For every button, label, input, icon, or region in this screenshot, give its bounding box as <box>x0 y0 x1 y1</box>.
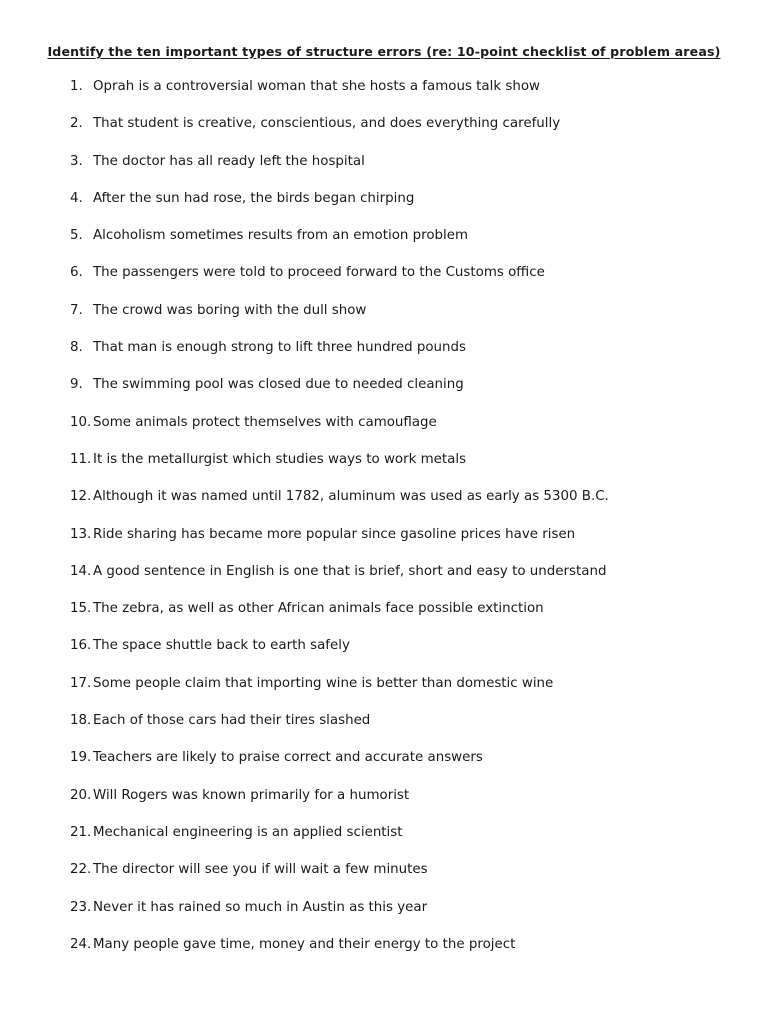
item-number: 13. <box>70 526 92 542</box>
item-number: 19. <box>70 750 92 766</box>
list-item <box>0 451 768 488</box>
list-item <box>0 712 768 749</box>
list-item <box>0 936 768 973</box>
item-number: 8. <box>70 340 83 356</box>
list-item <box>0 675 768 712</box>
item-number: 14. <box>70 563 92 579</box>
list-item <box>0 526 768 563</box>
item-sentence: Ride sharing has became more popular since gasoline prices have risen <box>93 526 576 542</box>
list-item <box>0 339 768 376</box>
list-item <box>0 190 768 227</box>
item-sentence: A good sentence in English is one that is brief, short and easy to understand <box>93 563 607 579</box>
item-sentence: The swimming pool was closed due to needed cleaning <box>93 377 464 393</box>
list-item <box>0 787 768 824</box>
item-sentence: Each of those cars had their tires slashed <box>93 713 371 729</box>
item-sentence: Mechanical engineering is an applied scientist <box>93 824 403 840</box>
item-sentence: Never it has rained so much in Austin as this year <box>93 899 428 915</box>
item-sentence: It is the metallurgist which studies ways to work metals <box>93 451 467 467</box>
item-sentence: Many people gave time, money and their energy to the project <box>93 936 516 952</box>
item-number: 15. <box>70 601 92 617</box>
item-sentence: The passengers were told to proceed forward to the Customs office <box>93 265 545 281</box>
item-sentence: That man is enough strong to lift three hundred pounds <box>93 340 466 356</box>
item-number: 20. <box>70 787 92 803</box>
item-number: 10. <box>70 414 92 430</box>
item-number: 12. <box>70 489 92 505</box>
list-item <box>0 563 768 600</box>
item-sentence: Some people claim that importing wine is better than domestic wine <box>93 675 554 691</box>
item-number: 22. <box>70 862 92 878</box>
list-item <box>0 78 768 115</box>
item-number: 17. <box>70 675 92 691</box>
item-number: 23. <box>70 899 92 915</box>
list-item <box>0 227 768 264</box>
item-sentence: Alcoholism sometimes results from an emotion problem <box>93 228 469 244</box>
item-sentence: Oprah is a controversial woman that she hosts a famous talk show <box>93 79 540 94</box>
list-item <box>0 115 768 152</box>
item-number: 11. <box>70 451 92 467</box>
list-item <box>0 899 768 936</box>
item-sentence: That student is creative, conscientious, and does everything carefully <box>93 116 561 132</box>
document-title: Identify the ten important types of structure errors (re: 10-point checklist of problem areas) <box>47 44 721 59</box>
item-sentence: Teachers are likely to praise correct and accurate answers <box>93 750 483 766</box>
item-number: 6. <box>70 265 83 281</box>
item-sentence: Will Rogers was known primarily for a humorist <box>93 787 410 803</box>
list-item <box>0 302 768 339</box>
item-sentence: The director will see you if will wait a few minutes <box>93 862 428 878</box>
item-sentence: The zebra, as well as other African animals face possible extinction <box>93 601 544 617</box>
item-number: 16. <box>70 638 92 654</box>
item-number: 2. <box>70 116 83 132</box>
item-number: 24. <box>70 936 92 952</box>
list-item <box>0 600 768 637</box>
item-sentence: Although it was named until 1782, aluminum was used as early as 5300 B.C. <box>93 489 609 505</box>
item-number: 7. <box>70 302 83 318</box>
list-item <box>0 749 768 786</box>
item-number: 1. <box>70 79 83 94</box>
list-item <box>0 153 768 190</box>
item-sentence: The doctor has all ready left the hospital <box>93 153 365 169</box>
item-number: 9. <box>70 377 83 393</box>
sentence-list <box>0 78 768 973</box>
list-item <box>0 414 768 451</box>
list-item <box>0 824 768 861</box>
item-sentence: After the sun had rose, the birds began chirping <box>93 190 415 206</box>
list-item <box>0 488 768 525</box>
list-item <box>0 376 768 413</box>
item-sentence: The space shuttle back to earth safely <box>93 638 350 654</box>
list-item <box>0 637 768 674</box>
list-item <box>0 264 768 301</box>
list-item <box>0 861 768 898</box>
item-number: 21. <box>70 824 92 840</box>
item-number: 3. <box>70 153 83 169</box>
item-number: 4. <box>70 190 83 206</box>
item-sentence: Some animals protect themselves with camouflage <box>93 414 437 430</box>
item-number: 18. <box>70 713 92 729</box>
item-sentence: The crowd was boring with the dull show <box>93 302 367 318</box>
item-number: 5. <box>70 228 83 244</box>
